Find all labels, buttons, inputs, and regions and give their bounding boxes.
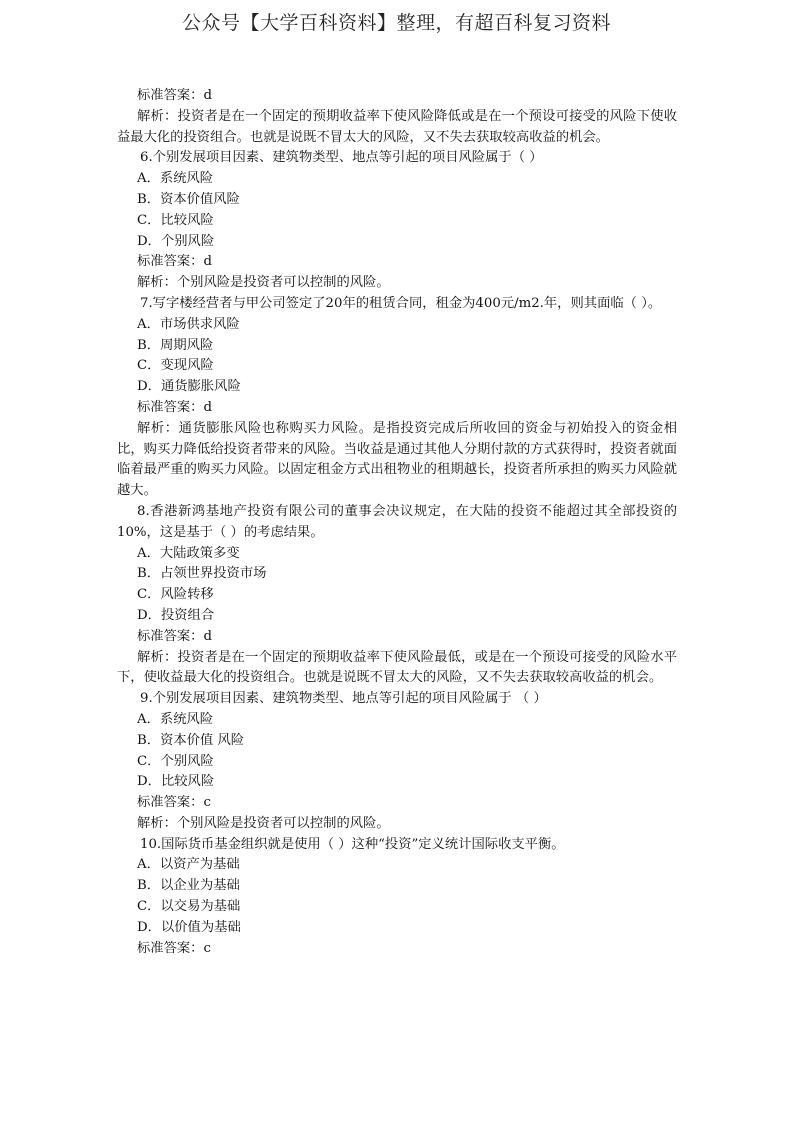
option-b: B．资本价值 风险 [137, 732, 245, 748]
option-c: C．风险转移 [137, 587, 214, 603]
option-a: A．市场供求风险 [137, 316, 240, 332]
question-9: 9.个别发展项目因素、建筑物类型、地点等引起的项目风险属于 （ ） [140, 691, 547, 707]
option-b: B．占领世界投资市场 [137, 566, 267, 582]
question-7: 7.写字楼经营者与甲公司签定了20年的租赁合同，租金为400元/m2.年，则其面临（ ）。 [140, 295, 662, 311]
option-a: A．系统风险 [137, 711, 214, 727]
answer-line: 标准答案：c [137, 940, 211, 956]
explanation-paragraph: 解析：投资者是在一个固定的预期收益率下使风险最低，或是在一个预设可接受的风险水平下，使收益最大化的投资组合。也就是说既不冒太大的风险，又不失去获取较高收益的机会。 [117, 649, 677, 686]
option-c: C．变现风险 [137, 358, 214, 374]
option-a: A．系统风险 [137, 171, 214, 187]
option-d: D．通货膨胀风险 [137, 379, 241, 395]
option-c: C．以交易为基础 [137, 899, 241, 915]
option-d: D．投资组合 [137, 607, 215, 623]
explanation-paragraph: 解析：投资者是在一个固定的预期收益率下使风险降低或是在一个预设可接受的风险下使收益最大化的投资组合。也就是说既不冒太大的风险，又不失去获取较高收益的机会。 [117, 108, 677, 145]
answer-line: 标准答案：d [137, 88, 212, 103]
option-a: A．大陆政策多变 [137, 545, 240, 561]
answer-line: 标准答案：d [137, 399, 212, 415]
question-10: 10.国际货币基金组织就是使用（ ）这种“投资”定义统计国际收支平衡。 [140, 836, 565, 852]
option-d: D．比较风险 [137, 774, 215, 790]
option-b: B．周期风险 [137, 337, 214, 353]
answer-line: 标准答案：c [137, 795, 211, 811]
document-body [117, 86, 677, 959]
explanation-line: 解析：个别风险是投资者可以控制的风险。 [137, 275, 390, 291]
option-c: C．比较风险 [137, 212, 214, 228]
explanation-paragraph: 解析：通货膨胀风险也称购买力风险。是指投资完成后所收回的资金与初始投入的资金相比，购买力降低给投资者带来的风险。当收益是通过其他人分期付款的方式获得时，投资者就面临着最严重的购买力风险。以固定租金方式出租物业的租期越长，投资者所承担的购买力风险就越大。 [117, 420, 677, 499]
question-6: 6.个别发展项目因素、建筑物类型、地点等引起的项目风险属于（ ） [140, 150, 543, 166]
option-b: B．资本价值风险 [137, 191, 240, 207]
answer-line: 标准答案：d [137, 628, 212, 644]
option-d: D．个别风险 [137, 233, 215, 249]
option-b: B．以企业为基础 [137, 878, 240, 894]
question-8: 8.香港新鸿基地产投资有限公司的董事会决议规定，在大陆的投资不能超过其全部投资的10%，这是基于（ ）的考虑结果。 [117, 503, 677, 540]
answer-line: 标准答案：d [137, 254, 212, 270]
page-header-title: 公众号【大学百科资料】整理，有超百科复习资料 [181, 12, 611, 34]
option-a: A．以资产为基础 [137, 857, 240, 873]
option-d: D．以价值为基础 [137, 919, 241, 935]
option-c: C．个别风险 [137, 753, 214, 769]
explanation-line: 解析：个别风险是投资者可以控制的风险。 [137, 815, 390, 831]
